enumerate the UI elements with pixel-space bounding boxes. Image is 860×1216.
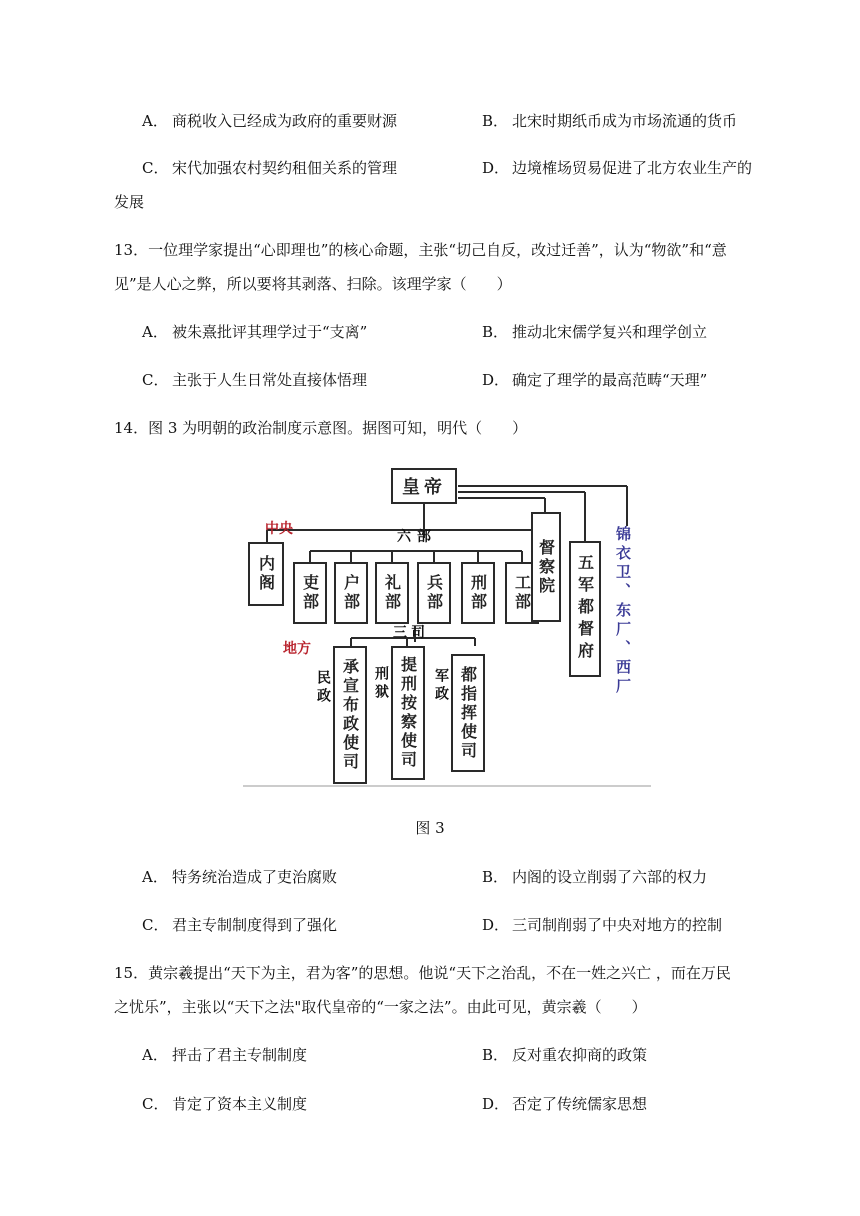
q14-option-a-letter: A．	[142, 868, 168, 886]
q15-option-b: 反对重农抑商的政策	[512, 1046, 648, 1064]
q15-option-b-letter: B．	[482, 1046, 509, 1064]
wujun-box: 五军都督府	[569, 541, 601, 677]
q14-option-b: 内阁的设立削弱了六部的权力	[512, 868, 708, 886]
q12-option-d-letter: D．	[482, 159, 510, 177]
ministry-gong-box: 工部	[505, 562, 539, 624]
sansi-ancha-box: 提刑按察使司	[391, 646, 425, 780]
q15-option-d-letter: D．	[482, 1095, 510, 1113]
liubu-label: 六部	[397, 529, 437, 545]
q12-option-d: 边境榷场贸易促进了北方农业生产的	[512, 159, 753, 177]
sansi-buzheng-box: 承宣布政使司	[333, 646, 367, 784]
sansi-zhihui-box: 都指挥使司	[451, 654, 485, 772]
q12-option-a-letter: A．	[142, 112, 168, 130]
ministry-hu-box: 户部	[334, 562, 368, 624]
q15-option-d: 否定了传统儒家思想	[512, 1095, 648, 1113]
q12-option-b-letter: B．	[482, 112, 509, 130]
ducha-box: 督察院	[531, 512, 561, 622]
q13-option-a-letter: A．	[142, 323, 168, 341]
q13-stem-line1: 13．一位理学家提出“心即理也”的核心命题，主张“切己自反，改过迁善”，认为“物欲”和“意	[114, 241, 727, 259]
q13-option-c: 主张于人生日常处直接体悟理	[172, 371, 368, 389]
q14-option-c-letter: C．	[142, 916, 169, 934]
ministry-li2-box: 礼部	[375, 562, 409, 624]
q15-option-c: 肯定了资本主义制度	[172, 1095, 308, 1113]
q14-option-b-letter: B．	[482, 868, 509, 886]
q15-stem-line2: 之忧乐”，主张以“天下之法"取代皇帝的“一家之法”。由此可见，黄宗羲（ ）	[114, 998, 647, 1016]
emperor-box: 皇帝	[391, 468, 457, 504]
q15-stem-line1: 15．黄宗羲提出“天下为主，君为客”的思想。他说“天下之治乱，不在一姓之兴亡 ，而在万民	[114, 964, 731, 982]
q12-option-a: 商税收入已经成为政府的重要财源	[172, 112, 398, 130]
q12-option-c: 宋代加强农村契约租佃关系的管理	[172, 159, 398, 177]
q13-stem-line2: 见”是人心之弊，所以要将其剥落、扫除。该理学家（ ）	[114, 275, 512, 293]
central-label: 中央	[265, 521, 293, 537]
q12-option-c-letter: C．	[142, 159, 169, 177]
sansi-role-junzheng: 军政	[433, 668, 449, 704]
figure-caption: 图 3	[415, 819, 445, 837]
q13-option-b: 推动北宋儒学复兴和理学创立	[512, 323, 708, 341]
q12-option-b: 北宋时期纸币成为市场流通的货币	[512, 112, 738, 130]
sansi-role-xingyu: 刑狱	[373, 666, 389, 702]
q13-option-a: 被朱熹批评其理学过于“支离”	[172, 323, 368, 341]
q15-option-a: 抨击了君主专制制度	[172, 1046, 308, 1064]
spy-agencies-label: 锦衣卫、东厂、西厂	[614, 526, 632, 697]
neige-box: 内阁	[248, 542, 284, 606]
local-label: 地方	[283, 641, 311, 657]
q14-option-c: 君主专制制度得到了强化	[172, 916, 338, 934]
q14-option-d: 三司制削弱了中央对地方的控制	[512, 916, 723, 934]
q12-option-d-continuation: 发展	[114, 193, 145, 211]
q13-option-d-letter: D．	[482, 371, 510, 389]
ministry-li-box: 吏部	[293, 562, 327, 624]
q14-option-a: 特务统治造成了吏治腐败	[172, 868, 338, 886]
q15-option-a-letter: A．	[142, 1046, 168, 1064]
sansi-role-minzheng: 民政	[315, 670, 331, 706]
q13-option-d: 确定了理学的最高范畴“天理”	[512, 371, 708, 389]
q14-stem: 14．图 3 为明朝的政治制度示意图。据图可知，明代（ ）	[114, 419, 528, 437]
q14-option-d-letter: D．	[482, 916, 510, 934]
ming-political-system-diagram	[243, 466, 651, 788]
q15-option-c-letter: C．	[142, 1095, 169, 1113]
q13-option-b-letter: B．	[482, 323, 509, 341]
ministry-bing-box: 兵部	[417, 562, 451, 624]
sansi-label: 三司	[393, 625, 429, 641]
q13-option-c-letter: C．	[142, 371, 169, 389]
ministry-xing-box: 刑部	[461, 562, 495, 624]
